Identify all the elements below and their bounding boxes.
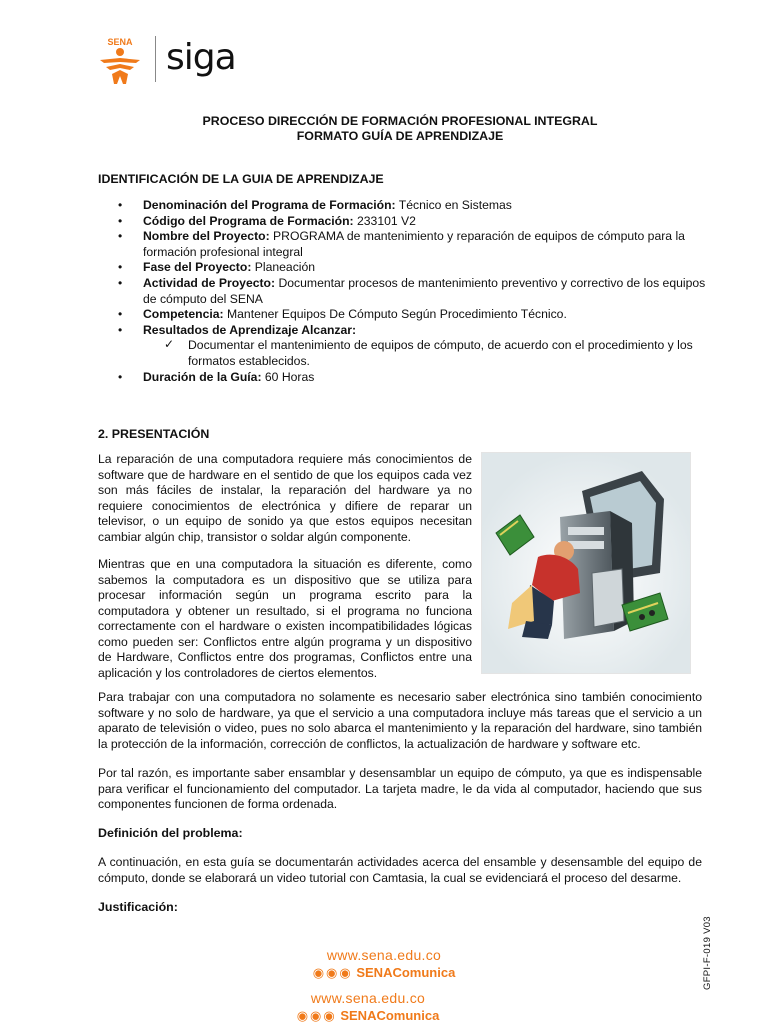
bullet-icon: • [118, 369, 123, 384]
sub-list-item: ✓ Documentar el mantenimiento de equipos de cómputo, de acuerdo con el procedimiento y los formatos establecidos. [164, 337, 693, 368]
list-item: • Código del Programa de Formación: 233101 V2 [118, 213, 416, 228]
presentation-paragraph-4: Por tal razón, es importante saber ensamblar y desensamblar un equipo de cómputo, ya que es indispensable para verificar el funcionamiento del computador. La tarjeta madre, le da vida al computador, haciendo que sus componentes funcionen de forma ordenada. [98, 766, 702, 811]
footer-social-handle: SENAComunica [356, 965, 456, 980]
list-item: • Duración de la Guía: 60 Horas [118, 369, 315, 384]
social-icons: ◉◉◉ [312, 965, 353, 980]
footer-block-duplicate [0, 989, 752, 1025]
list-item: • Nombre del Proyecto: PROGRAMA de mantenimiento y reparación de equipos de cómputo para la formación profesional integral [118, 229, 685, 259]
bullet-icon: • [118, 307, 123, 322]
logo-divider [155, 36, 156, 82]
footer-social [0, 964, 768, 982]
bullet-icon: • [118, 198, 123, 212]
footer-url[interactable]: www.sena.edu.co [326, 947, 442, 963]
checkmark-icon: ✓ [164, 337, 175, 352]
presentation-paragraph-1: La reparación de una computadora requiere más conocimientos de software que de hardware en el sentido de que los equipos cada vez son más fáciles de instalar, la reparación del hardware ya no requiere conocimientos de electrónica y difiere de reparar un televisor, o un equipo de sonido ya que estos equipos necesitan cambiar algún chip, transistor o soldar algún componente. [98, 452, 472, 544]
justification-heading: Justificación: [98, 900, 178, 914]
sena-logo [96, 36, 144, 86]
footer-url[interactable]: www.sena.edu.co [310, 990, 426, 1006]
document-title [98, 114, 702, 144]
identification-heading: IDENTIFICACIÓN DE LA GUIA DE APRENDIZAJE [98, 172, 384, 186]
svg-text:SENA: SENA [107, 37, 133, 47]
bullet-icon: • [118, 260, 123, 275]
list-item: • Actividad de Proyecto: Documentar procesos de mantenimiento preventivo y correctivo de los equipos de cómputo del SENA [118, 275, 706, 306]
list-item: • Denominación del Programa de Formación: Técnico en Sistemas [118, 198, 512, 212]
presentation-paragraph-3: Para trabajar con una computadora no solamente es necesario saber electrónica sino también conocimiento software y no solo de hardware, ya que el servicio a una computadora incluye más tareas que el servicio a un aparato de televisión o video, pues no solo abarca el mantenimiento y la reparación del hardware, sino también la protección de la información, corrección de conflictos, la actualización de hardware y software etc. [98, 690, 702, 751]
computer-repair-illustration [481, 452, 691, 674]
footer-block [0, 946, 768, 982]
list-item: • Competencia: Mantener Equipos De Cómputo Según Procedimiento Técnico. [118, 307, 567, 322]
list-item: • Resultados de Aprendizaje Alcanzar: [118, 322, 357, 337]
identification-list [98, 198, 708, 385]
list-item: • Fase del Proyecto: Planeación [118, 260, 316, 275]
siga-logo: siga [166, 37, 236, 78]
presentation-paragraph-2: Mientras que en una computadora la situación es diferente, como sabemos la computadora es un dispositivo que se utiliza para procesar información según un programa escrito para la computadora y obtener un resultado, si el programa no funciona correctamente con el hardware o existen incompatibilidades lógicas como pueden ser: Conflictos entre algún programa y un dispositivo de Hardware, Conflictos entre dos programas, Conflictos entre una aplicación y los controladores de ciertos elementos. [98, 557, 472, 680]
footer-social [0, 1007, 752, 1025]
social-icons: ◉◉◉ [296, 1008, 337, 1023]
presentation-heading: 2. PRESENTACIÓN [98, 427, 210, 441]
problem-text: A continuación, en esta guía se documentarán actividades acerca del ensamble y desensamble del equipo de cómputo, donde se elaborará un video tutorial con Camtasia, la cual se evidenciará el proceso del desarme. [98, 855, 702, 885]
footer-social-handle: SENAComunica [340, 1008, 440, 1023]
bullet-icon: • [118, 322, 123, 337]
bullet-icon: • [118, 213, 123, 228]
bullet-icon: • [118, 229, 123, 244]
document-code: GFPI-F-019 V03 [702, 916, 713, 990]
title-line-1: PROCESO DIRECCIÓN DE FORMACIÓN PROFESIONAL INTEGRAL [202, 114, 598, 128]
problem-heading: Definición del problema: [98, 826, 243, 840]
bullet-icon: • [118, 275, 123, 290]
title-line-2: FORMATO GUÍA DE APRENDIZAJE [296, 129, 504, 143]
